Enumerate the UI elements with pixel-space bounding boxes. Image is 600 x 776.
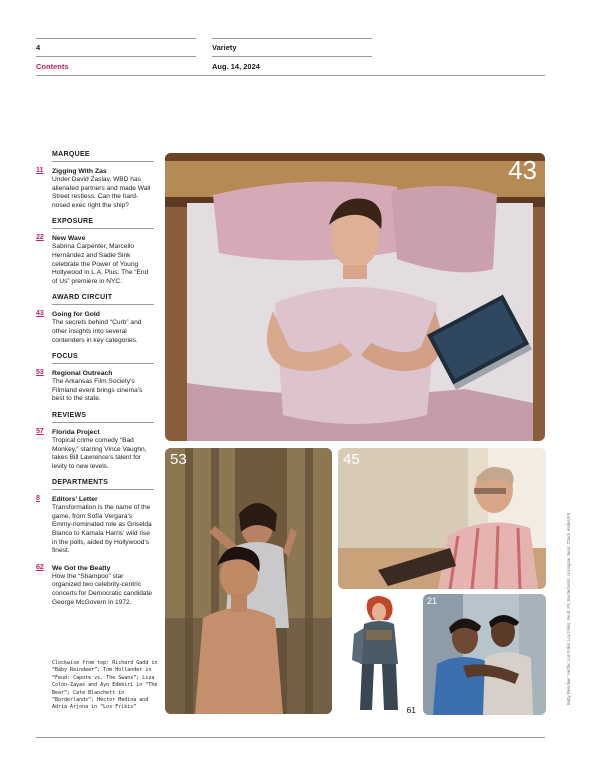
entry-description: Transformation is the name of the game, from Sofía Vergara’s Emmy-nominated role as Griselda Blanco to Kamala Harris’ wild rise in the polls, aided by Hollywood’s finest. xyxy=(52,504,152,555)
section-label: Contents xyxy=(36,62,69,71)
entry-description: Sabrina Carpenter, Marcello Hernández and Sadie Sink celebrate the Power of Young Hollywood in L.A. Plus: The “End of Us” premiere in NYC. xyxy=(52,243,149,285)
entry-title: Zigging With Zas xyxy=(52,168,107,175)
photo-page-number[interactable]: 61 xyxy=(406,705,416,715)
entry-title: Florida Project xyxy=(52,428,100,436)
table-of-contents xyxy=(36,151,154,615)
los-frikis-illustration xyxy=(165,448,332,714)
entry-title: Editors’ Letter xyxy=(52,496,98,504)
header-rule-top-left xyxy=(36,38,196,39)
toc-section xyxy=(36,294,154,345)
entry-page[interactable]: 57 xyxy=(36,427,44,435)
entry-title: We Got the Beatty xyxy=(52,564,111,572)
footer-rule xyxy=(36,737,545,738)
entry-description: The Arkansas Film Society’s Filmland event brings cinema’s best to the state. xyxy=(52,378,143,403)
photo-page-number[interactable]: 21 xyxy=(427,596,438,606)
section-title: AWARD CIRCUIT xyxy=(52,294,154,305)
section-title: FOCUS xyxy=(52,353,154,364)
photo-page-number[interactable]: 53 xyxy=(170,451,187,468)
toc-entry[interactable] xyxy=(36,428,154,471)
toc-entry[interactable] xyxy=(36,310,154,345)
header-rule-top-right xyxy=(212,38,372,39)
entry-description: Tropical crime comedy “Bad Monkey,” starring Vince Vaughn, takes Bill Lawrence’s talent for levity to new levels. xyxy=(52,436,147,470)
entry-page[interactable]: 11 xyxy=(36,167,44,174)
entry-description: The secrets behind “Curb” and other insights into several contenders in key categories. xyxy=(52,319,142,344)
photo-caption: Clockwise from top: Richard Gadd in “Baby Reindeer”; Tom Hollander in “Feud: Capote vs. The Swans”; Liza Colón-Zayas and Ayo Edebiri in “The Bear”; Cate Blanchett in “Borderlands”; Héctor Medina and Adria Arjona in “Los Frikis” xyxy=(52,660,158,711)
magazine-name: Variety xyxy=(212,43,237,52)
the-bear-illustration xyxy=(423,594,546,715)
toc-section xyxy=(36,151,154,210)
photo-feud xyxy=(338,448,546,589)
entry-page[interactable]: 43 xyxy=(36,310,44,318)
toc-section xyxy=(36,218,154,286)
toc-section xyxy=(36,479,154,607)
header-rule-mid-left xyxy=(36,56,196,57)
header-rule-mid-right xyxy=(212,56,372,57)
toc-section xyxy=(36,353,154,404)
photo-los-frikis xyxy=(165,448,332,714)
photo-borderlands xyxy=(338,594,418,715)
photo-credit: Baby Reindeer: Netflix; Los Frikis: Los Frikis; Feud: FX; Borderlands: Lionsgate; Bear: Chuck Hodes/FX xyxy=(566,512,571,705)
page-number: 4 xyxy=(36,43,41,52)
photo-baby-reindeer xyxy=(165,153,545,441)
entry-description: How the “Shampoo” star organized two celebrity-centric concerts for Democratic candidate George McGovern in 1972. xyxy=(52,572,153,606)
toc-entry[interactable] xyxy=(36,369,154,404)
toc-entry[interactable] xyxy=(36,234,154,286)
entry-page[interactable]: 62 xyxy=(36,563,44,571)
borderlands-illustration xyxy=(338,594,418,715)
entry-page[interactable]: 53 xyxy=(36,369,44,377)
entry-description: Under David Zaslav, WBD has alienated partners and made Wall Street restless. Can the hard-nosed exec right the ship? xyxy=(52,176,151,209)
header-rule-bottom xyxy=(36,75,545,76)
entry-title: Going for Gold xyxy=(52,311,100,319)
photo-the-bear xyxy=(423,594,546,715)
photo-page-number[interactable]: 43 xyxy=(508,155,537,185)
toc-entry[interactable] xyxy=(36,564,154,607)
toc-entry[interactable] xyxy=(36,495,154,556)
section-title: DEPARTMENTS xyxy=(52,479,154,490)
feud-illustration xyxy=(338,448,546,589)
entry-title: Regional Outreach xyxy=(52,370,113,378)
section-title: REVIEWS xyxy=(52,412,154,423)
entry-page[interactable]: 8 xyxy=(36,495,40,503)
photo-page-number[interactable]: 45 xyxy=(343,451,360,468)
bed-scene-illustration xyxy=(165,153,545,441)
section-title: MARQUEE xyxy=(52,151,154,162)
entry-title: New Wave xyxy=(52,235,86,243)
toc-entry[interactable] xyxy=(36,167,154,210)
section-title: EXPOSURE xyxy=(52,218,154,229)
toc-section xyxy=(36,412,154,471)
entry-page[interactable]: 22 xyxy=(36,234,44,242)
issue-date: Aug. 14, 2024 xyxy=(212,62,260,71)
